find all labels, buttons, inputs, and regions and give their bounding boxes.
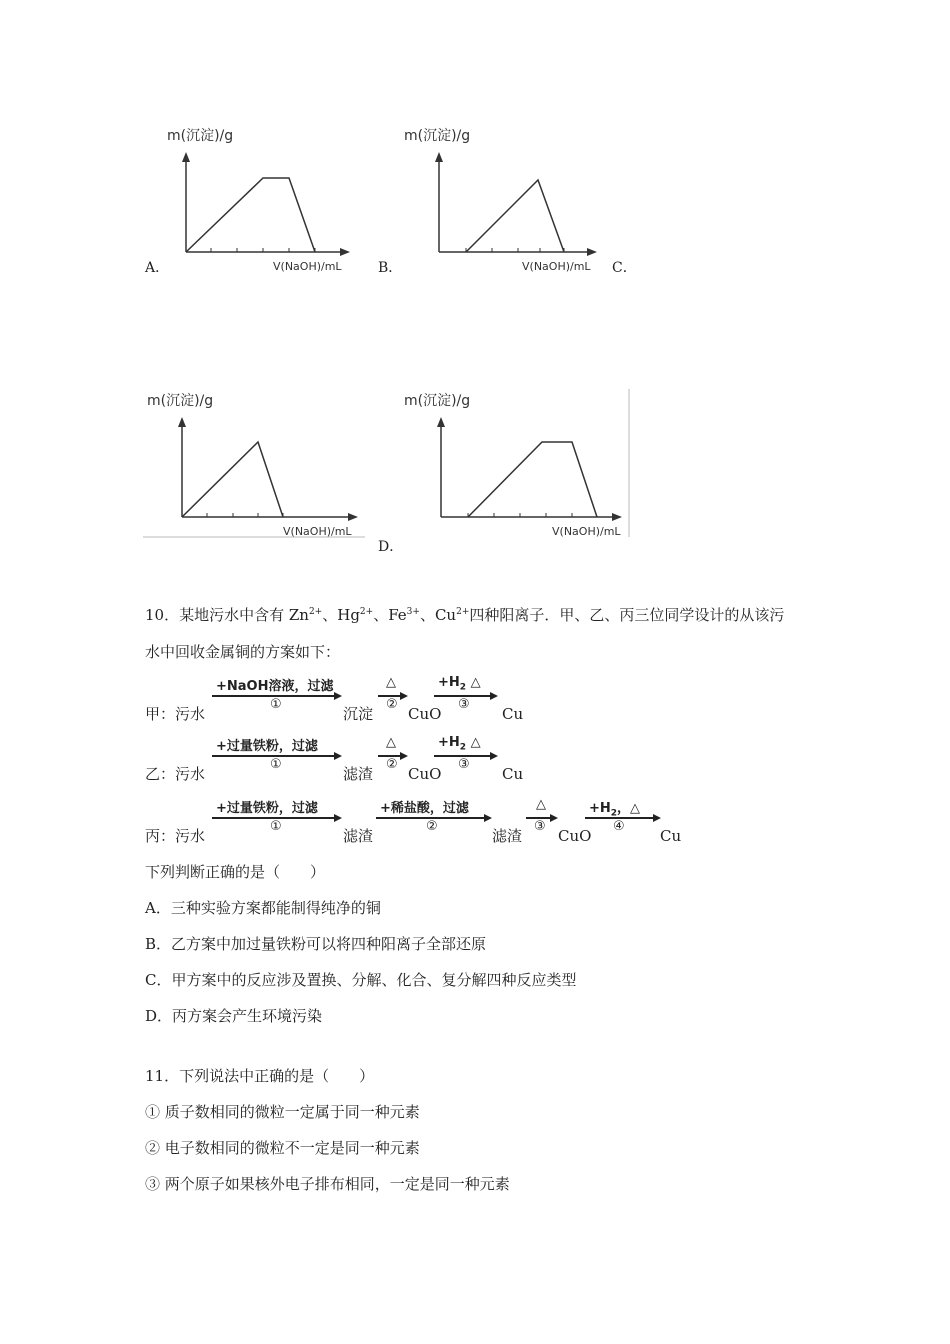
q11-item-1: ① 质子数相同的微粒一定属于同一种元素	[145, 1103, 420, 1121]
chart-d-ylabel: m(沉淀)/g	[404, 393, 471, 409]
q10-question: 下列判断正确的是（ ）	[145, 863, 326, 881]
chart-a-x-arrow	[340, 248, 350, 256]
chart-d-y-arrow	[437, 417, 445, 427]
chart-b-y-arrow	[435, 152, 443, 162]
scheme-bing-step3: △ ③	[526, 797, 558, 837]
scheme-bing-prod3: CuO	[558, 827, 592, 845]
option-d-letter: D．	[378, 539, 404, 555]
chart-b-xlabel: V(NaOH)/mL	[522, 260, 591, 273]
scheme-bing-step2: +稀盐酸，过滤 ②	[376, 797, 492, 837]
chart-a-ylabel: m(沉淀)/g	[167, 128, 234, 144]
q10-option-b: B．乙方案中加过量铁粉可以将四种阳离子全部还原	[145, 935, 487, 953]
q11-item-3: ③ 两个原子如果核外电子排布相同，一定是同一种元素	[145, 1175, 510, 1193]
option-b-letter: B．	[378, 260, 403, 276]
chart-c-y-arrow	[178, 417, 186, 427]
chart-b-ylabel: m(沉淀)/g	[404, 128, 471, 144]
scheme-bing-step4: $+H_2$，△ ④	[585, 797, 661, 837]
chart-option-c	[143, 385, 365, 545]
scheme-yi-prod1: 滤渣	[343, 765, 374, 783]
chart-c-xlabel: V(NaOH)/mL	[283, 525, 352, 538]
chart-option-b	[402, 120, 602, 280]
scheme-bing-prod2: 滤渣	[492, 827, 523, 845]
scheme-yi-prod2: CuO	[408, 765, 442, 783]
scheme-jia-label: 甲：污水	[145, 705, 206, 723]
chart-a-y-arrow	[182, 152, 190, 162]
q10-stem-line2: 水中回收金属铜的方案如下：	[145, 643, 341, 661]
q10-option-c: C．甲方案中的反应涉及置换、分解、化合、复分解四种反应类型	[145, 971, 577, 989]
scheme-yi-step3: $+H_2$ △ ③	[434, 735, 500, 775]
chart-c-curve	[182, 442, 283, 517]
q11-stem: 11．下列说法中正确的是（ ）	[145, 1067, 375, 1085]
q10-option-a: A．三种实验方案都能制得纯净的铜	[145, 899, 381, 917]
q11-item-2: ② 电子数相同的微粒不一定是同一种元素	[145, 1139, 420, 1157]
chart-d-xlabel: V(NaOH)/mL	[552, 525, 621, 538]
chart-b-x-arrow	[587, 248, 597, 256]
scheme-yi-step1: +过量铁粉，过滤 ①	[212, 735, 342, 775]
scheme-yi-label: 乙：污水	[145, 765, 206, 783]
scheme-bing-step1: +过量铁粉，过滤 ①	[212, 797, 342, 837]
option-c-letter: C．	[612, 260, 637, 276]
option-a-letter: A．	[145, 260, 170, 276]
chart-option-a	[165, 120, 355, 280]
scheme-jia-step1: +NaOH溶液，过滤 ①	[212, 675, 342, 715]
q10-option-d: D．丙方案会产生环境污染	[145, 1007, 323, 1025]
scheme-jia-step3: $+H_2$ △ ③	[434, 675, 500, 715]
scheme-yi-prod3: Cu	[502, 765, 524, 783]
scheme-bing-prod4: Cu	[660, 827, 682, 845]
scheme-jia-prod3: Cu	[502, 705, 524, 723]
chart-c-ylabel: m(沉淀)/g	[147, 393, 214, 409]
chart-c-x-arrow	[348, 513, 358, 521]
scheme-yi-step2: △ ②	[378, 735, 408, 775]
chart-d-curve	[468, 442, 597, 517]
chart-option-d	[402, 385, 632, 545]
scheme-jia-prod1: 沉淀	[343, 705, 374, 723]
q10-stem-line1: 10．某地污水中含有 $Zn^{2+}$、$Hg^{2+}$、$Fe^{3+}$、$Cu^{2+}$四种阳离子．甲、乙、丙三位同学设计的从该污	[145, 606, 785, 624]
scheme-jia-step2: △ ②	[378, 675, 408, 715]
scheme-bing-prod1: 滤渣	[343, 827, 374, 845]
chart-b-curve	[466, 180, 564, 252]
chart-a-xlabel: V(NaOH)/mL	[273, 260, 342, 273]
scheme-jia-prod2: CuO	[408, 705, 442, 723]
scheme-bing-label: 丙：污水	[145, 827, 206, 845]
chart-a-curve	[186, 178, 315, 252]
chart-d-x-arrow	[612, 513, 622, 521]
